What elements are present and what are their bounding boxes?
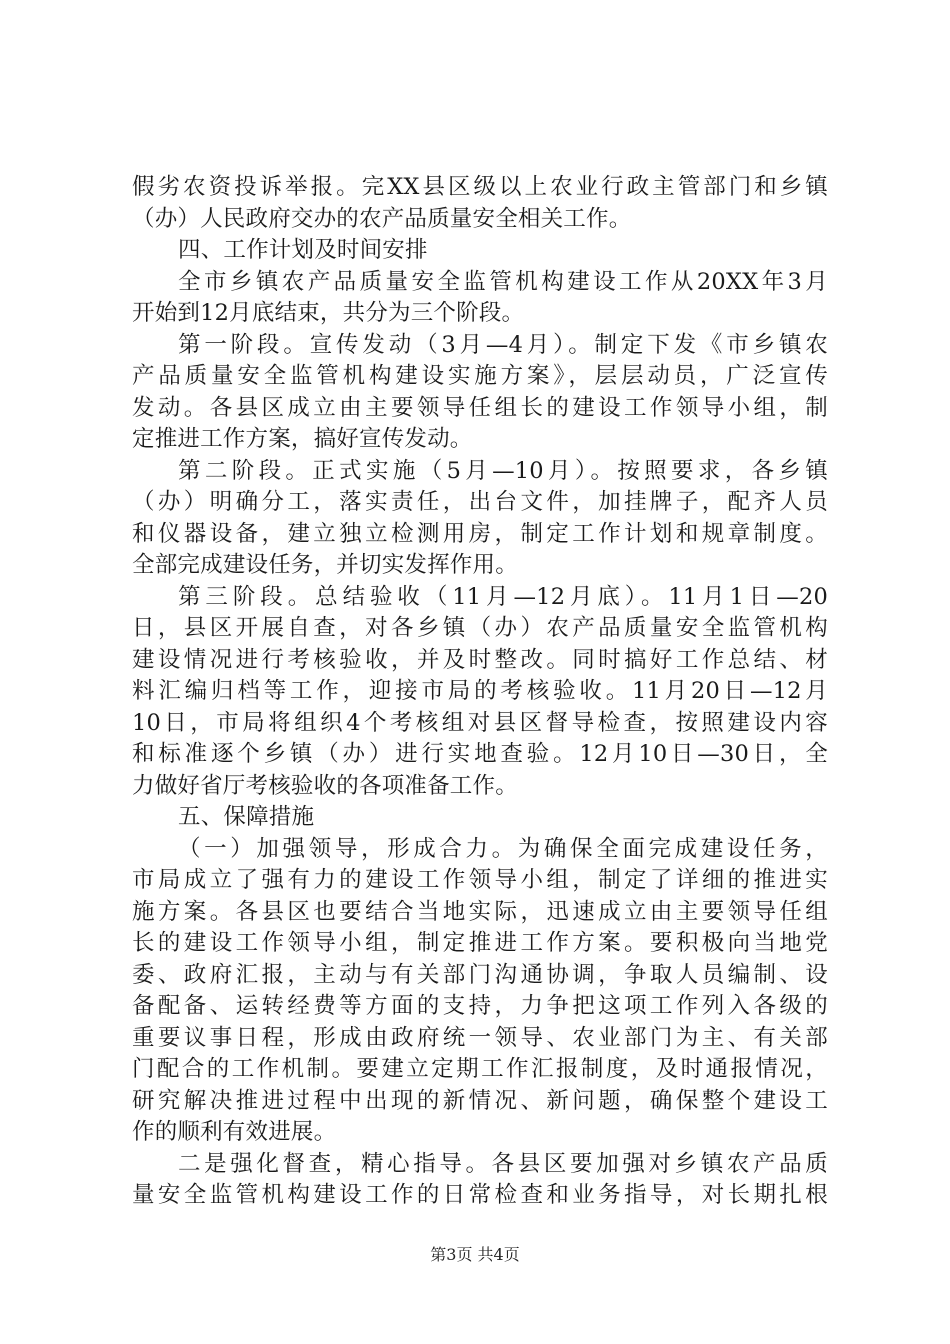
text-line: 市局成立了强有力的建设工作领导小组，制定了详细的推进实 (132, 867, 828, 893)
page-number-footer: 第3页 共4页 (430, 1245, 520, 1264)
text-line: 第三阶段。总结验收（11月—12月底）。11月1日—20 (178, 583, 828, 610)
text-line: 10日，市局将组织4个考核组对县区督导检查，按照建设内容 (132, 709, 828, 736)
text-line: 建设情况进行考核验收，并及时整改。同时搞好工作总结、材 (132, 646, 828, 673)
text-line: 重要议事日程，形成由政府统一领导、农业部门为主、有关部 (132, 1024, 828, 1051)
text-line: 二是强化督查，精心指导。各县区要加强对乡镇农产品质 (178, 1150, 828, 1177)
text-line: （办）人民政府交办的农产品质量安全相关工作。 (132, 205, 632, 232)
section-heading: 四、工作计划及时间安排 (178, 237, 428, 263)
text-line: 定推进工作方案，搞好宣传发动。 (132, 426, 473, 452)
text-line: 作的顺利有效进展。 (132, 1119, 337, 1145)
text-line: （办）明确分工，落实责任，出台文件，加挂牌子，配齐人员 (132, 489, 828, 515)
section-heading: 五、保障措施 (178, 804, 315, 830)
text-line: 假劣农资投诉举报。完XX县区级以上农业行政主管部门和乡镇 (132, 174, 828, 200)
text-line: 备配备、运转经费等方面的支持，力争把这项工作列入各级的 (132, 993, 828, 1019)
text-line: 发动。各县区成立由主要领导任组长的建设工作领导小组，制 (132, 394, 828, 421)
text-line: 量安全监管机构建设工作的日常检查和业务指导，对长期扎根 (132, 1182, 828, 1208)
text-line: 全部完成建设任务，并切实发挥作用。 (132, 552, 518, 578)
text-line: 和仪器设备，建立独立检测用房，制定工作计划和规章制度。 (132, 520, 828, 547)
text-line: 第二阶段。正式实施（5月—10月）。按照要求，各乡镇 (178, 457, 828, 484)
text-line: 研究解决推进过程中出现的新情况、新问题，确保整个建设工 (132, 1087, 828, 1114)
text-line: 第一阶段。宣传发动（3月—4月）。制定下发《市乡镇农 (178, 331, 828, 358)
text-line: 产品质量安全监管机构建设实施方案》，层层动员，广泛宣传 (132, 363, 828, 389)
text-line: 和标准逐个乡镇（办）进行实地查验。12月10日—30日，全 (132, 741, 828, 767)
text-line: 门配合的工作机制。要建立定期工作汇报制度，及时通报情况， (132, 1056, 828, 1082)
text-line: （一）加强领导，形成合力。为确保全面完成建设任务， (178, 835, 828, 862)
document-body (132, 172, 828, 1212)
text-line: 长的建设工作领导小组，制定推进工作方案。要积极向当地党 (132, 930, 828, 956)
text-line: 委、政府汇报，主动与有关部门沟通协调，争取人员编制、设 (132, 961, 828, 988)
text-line: 日，县区开展自查，对各乡镇（办）农产品质量安全监管机构 (132, 615, 828, 641)
text-line: 开始到12月底结束，共分为三个阶段。 (132, 300, 525, 326)
text-line: 施方案。各县区也要结合当地实际，迅速成立由主要领导任组 (132, 898, 828, 925)
text-line: 料汇编归档等工作，迎接市局的考核验收。11月20日—12月 (132, 678, 828, 704)
text-line: 全市乡镇农产品质量安全监管机构建设工作从20XX年3月 (178, 268, 828, 295)
text-line: 力做好省厅考核验收的各项准备工作。 (132, 772, 518, 799)
